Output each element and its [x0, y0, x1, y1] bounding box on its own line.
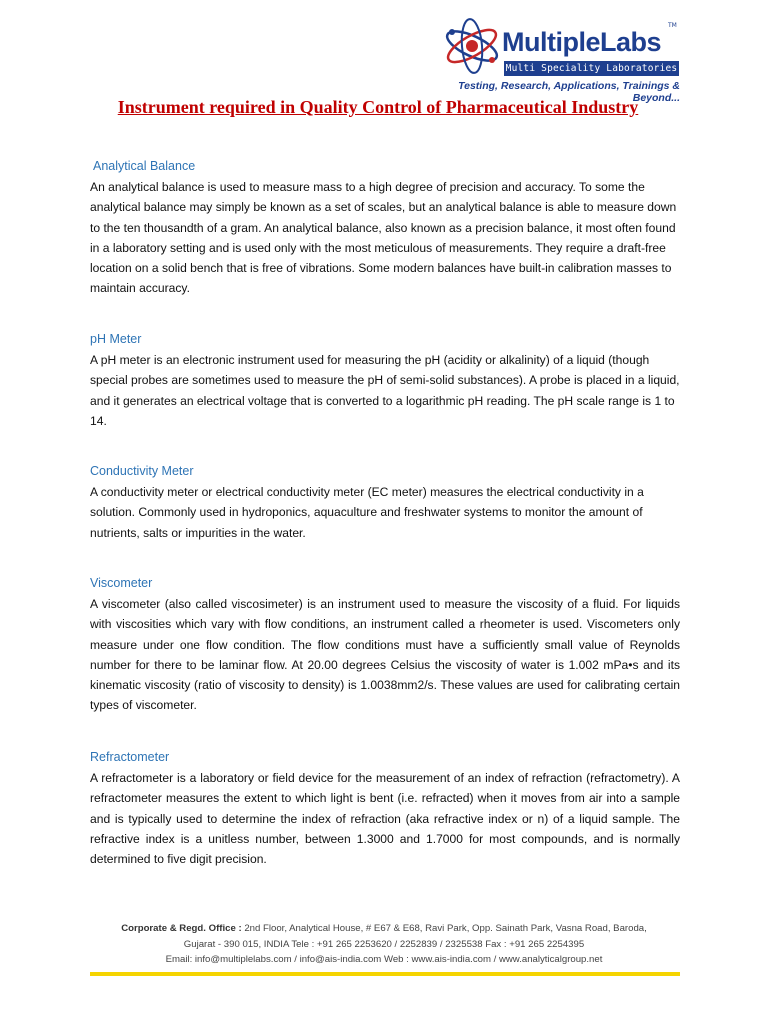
footer-address-line-1 — [0, 921, 768, 937]
document-title-text: Instrument required in Quality Control of Pharmaceutical Industry — [117, 97, 639, 117]
document-title — [100, 96, 656, 118]
trademark-mark: TM — [668, 22, 677, 29]
section-heading-conductivity-meter: Conductivity Meter — [90, 464, 194, 478]
section-text-refractometer: A refractometer is a laboratory or field device for the measurement of an index of refraction (refractometry). A refractometer measures the extent to which light is bent (i.e. refracted) when it moves from air into a sample and is typically used to determine the index of refraction (aka refractive index or n) of a liquid sample. The refractive index is a unitless number, between 1.3000 and 1.7000 for most compounds, and is normally determined to five digit precision. — [90, 771, 680, 867]
footer-address: 2nd Floor, Analytical House, # E67 & E68, Ravi Park, Opp. Sainath Park, Vasna Road, Baroda, — [244, 923, 647, 934]
section-text-analytical-balance: An analytical balance is used to measure mass to a high degree of precision and accuracy. To some the analytical balance may simply be known as a set of scales, but an analytical balance is able to measure down to the ten thousandth of a gram. An analytical balance, also known as a precision balance, it most often found in a laboratory setting and is used only with the most meticulous of measurements. They require a draft-free location on a solid bench that is free of vibrations. Some modern balances have built-in calibration masses to maintain accuracy. — [90, 180, 677, 296]
logo-tagline: Testing, Research, Applications, Trainings & Beyond... — [458, 80, 680, 104]
logo-subtitle: Multi Speciality Laboratories — [505, 63, 678, 74]
page-footer — [0, 921, 768, 968]
section-heading-viscometer: Viscometer — [90, 576, 153, 590]
atom-icon — [442, 14, 506, 78]
section-heading-refractometer: Refractometer — [90, 750, 170, 764]
section-text-ph-meter: A pH meter is an electronic instrument used for measuring the pH (acidity or alkalinity) of a liquid (though special probes are sometimes used to measure the pH of semi-solid substances). A probe is placed in a liquid, and it generates an electrical voltage that is converted to a logarithmic pH reading. The pH scale range is 1 to 14. — [90, 353, 680, 428]
footer-contact-line: Gujarat - 390 015, INDIA Tele : +91 265 2253620 / 2252839 / 2325538 Fax : +91 265 2254395 — [183, 938, 585, 950]
footer-web-line: Email: info@multiplelabs.com / info@ais-india.com Web : www.ais-india.com / www.analyticalgroup.net — [165, 954, 603, 965]
section-text-conductivity-meter: A conductivity meter or electrical conductivity meter (EC meter) measures the electrical conductivity in a solution. Commonly used in hydroponics, aquaculture and freshwater systems to monitor the amount of nutrients, salts or impurities in the water. — [90, 485, 644, 540]
footer-divider-bar — [90, 972, 680, 976]
section-heading-analytical-balance: Analytical Balance — [93, 159, 196, 173]
section-heading-ph-meter: pH Meter — [90, 332, 142, 346]
section-text-viscometer: A viscometer (also called viscosimeter) is an instrument used to measure the viscosity of a fluid. For liquids with viscosities which vary with flow conditions, an instrument called a rheometer is used. Viscometers only measure under one flow condition. The flow conditions must have a sufficiently small value of Reynolds number for there to be laminar flow. At 20.00 degrees Celsius the viscosity of water is 1.002 mPa•s and its kinematic viscosity (ratio of viscosity to density) is 1.0038mm2/s. These values are used for calibrating certain types of viscometer. — [90, 597, 680, 713]
logo-wordmark: MultipleLabs — [502, 27, 662, 57]
footer-office-label: Corporate & Regd. Office : — [121, 923, 242, 934]
